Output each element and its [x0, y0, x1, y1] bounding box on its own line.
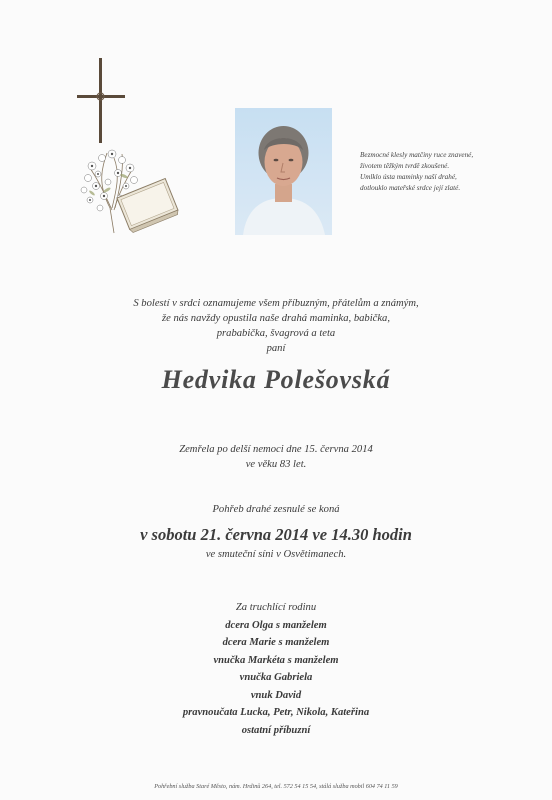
intro-line: S bolestí v srdci oznamujeme všem příbuzným, přátelům a známým, — [133, 298, 419, 309]
mourners-list — [0, 599, 552, 739]
footer-contact: Pohřební služba Staré Město, nám. Hrdinů 264, tel. 572 54 15 54, stálá služba mobil 604 74 11 59 — [154, 783, 398, 790]
poem-line: Bezmocné klesly matčiny ruce znavené, — [360, 151, 474, 159]
intro-line: že nás navždy opustila naše drahá maminka, babička, — [161, 313, 391, 324]
mourner: dcera Marie s manželem — [222, 637, 330, 648]
deceased-name: Hedvika Polešovská — [161, 365, 391, 394]
poem-line: životem těžkým tvrdě zkoušené. — [360, 162, 450, 170]
mourner: ostatní příbuzní — [241, 724, 311, 736]
poem — [360, 150, 540, 194]
funeral-place: ve smuteční síni v Osvětimanech. — [205, 549, 347, 560]
portrait-photo — [235, 108, 332, 235]
age-line: ve věku 83 let. — [245, 459, 307, 470]
mourner: vnučka Gabriela — [239, 672, 313, 683]
intro-line: paní — [266, 343, 286, 354]
mourner: vnučka Markéta s manželem — [213, 654, 339, 666]
poem-line: dotlouklo mateřské srdce její zlaté. — [360, 184, 461, 192]
mourner: vnuk David — [250, 689, 302, 701]
death-info — [0, 442, 552, 472]
announcement-intro — [0, 296, 552, 356]
intro-line: prababička, švagrová a teta — [216, 328, 336, 339]
mourners-lead: Za truchlící rodinu — [235, 602, 317, 613]
mourner: dcera Olga s manželem — [225, 619, 327, 631]
death-date-line: Zemřela po delší nemoci dne 15. června 2014 — [179, 444, 373, 455]
funeral-intro: Pohřeb drahé zesnulé se koná — [212, 504, 340, 515]
mourner: pravnoučata Lucka, Petr, Nikola, Kateřina — [182, 707, 370, 718]
funeral-date: v sobotu 21. června 2014 ve 14.30 hodin — [140, 525, 412, 544]
cross-flowers-book-icon — [62, 58, 180, 253]
poem-line: Umlklo ústa maminky naší drahé, — [360, 173, 457, 181]
